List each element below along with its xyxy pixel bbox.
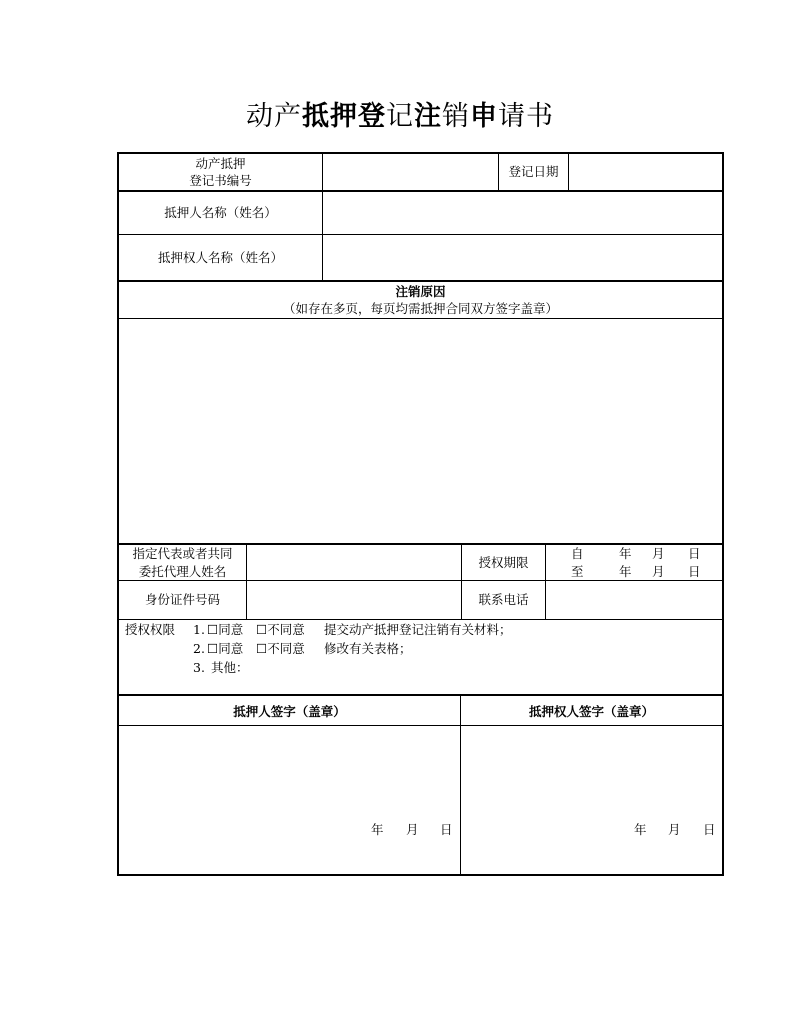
rule <box>117 694 724 696</box>
period-to-prefix: 至 <box>571 564 584 579</box>
sign-year[interactable]: 年 <box>634 822 647 837</box>
id-label: 身份证件号码 <box>144 592 220 607</box>
scope-other: 其他： <box>211 660 249 675</box>
period-from-month[interactable]: 月 <box>652 546 665 561</box>
page-title <box>0 94 800 133</box>
period-from-prefix: 自 <box>571 546 584 561</box>
scope-text: 提交动产抵押登记注销有关材料； <box>324 622 512 637</box>
reason-textarea[interactable] <box>119 319 722 543</box>
period-from-day[interactable]: 日 <box>688 546 701 561</box>
reg-date-label: 登记日期 <box>508 164 559 179</box>
phone-field[interactable] <box>546 581 722 619</box>
id-number-field[interactable] <box>247 581 461 619</box>
agree-checkbox[interactable]: ☐同意 <box>207 622 244 637</box>
title-part: 申 <box>470 101 498 132</box>
mortgagee-label: 抵押权人名称（姓名） <box>157 250 283 265</box>
mortgagor-field[interactable] <box>323 191 722 234</box>
phone-label: 联系电话 <box>478 592 529 607</box>
mortgagor-label: 抵押人名称（姓名） <box>164 205 277 220</box>
reg-no-label-line2: 登记书编号 <box>189 173 252 188</box>
agree-checkbox[interactable]: ☐同意 <box>207 641 244 656</box>
scope-num: 1. <box>193 622 205 637</box>
sign-day[interactable]: 日 <box>440 822 453 837</box>
mortgagor-signature-area[interactable] <box>119 726 460 874</box>
sign-month[interactable]: 月 <box>406 822 419 837</box>
title-part: 动产 <box>246 101 302 132</box>
period-to-year[interactable]: 年 <box>619 564 632 579</box>
reason-note: （如存在多页，每页均需抵押合同双方签字盖章） <box>282 301 558 316</box>
reg-no-field[interactable] <box>323 153 498 190</box>
reg-date-field[interactable] <box>569 153 722 190</box>
disagree-checkbox[interactable]: ☐不同意 <box>256 622 305 637</box>
mortgagee-field[interactable] <box>323 235 722 280</box>
auth-scope-label: 授权权限 <box>125 622 176 637</box>
disagree-checkbox[interactable]: ☐不同意 <box>256 641 305 656</box>
border-right <box>722 152 724 876</box>
sign-day[interactable]: 日 <box>703 822 716 837</box>
reason-title: 注销原因 <box>395 284 446 299</box>
title-part: 记 <box>386 101 414 132</box>
title-part: 登 <box>358 101 386 132</box>
agent-label-line1: 指定代表或者共同 <box>132 546 233 561</box>
mortgagee-signature-area[interactable] <box>461 726 722 874</box>
mortgagee-sign-label: 抵押权人签字（盖章） <box>528 704 654 719</box>
scope-num: 2. <box>193 641 205 656</box>
scope-num: 3. <box>193 660 205 675</box>
border-bottom <box>117 874 724 876</box>
period-to-month[interactable]: 月 <box>652 564 665 579</box>
agent-name-field[interactable] <box>247 544 461 580</box>
auth-period-label: 授权期限 <box>478 555 529 570</box>
scope-other-field[interactable] <box>250 659 720 677</box>
rule <box>117 280 724 282</box>
title-part: 销 <box>442 101 470 132</box>
title-part: 抵押 <box>302 101 358 132</box>
period-to-day[interactable]: 日 <box>688 564 701 579</box>
sign-month[interactable]: 月 <box>668 822 681 837</box>
rule <box>117 619 724 620</box>
agent-label-line2: 委托代理人姓名 <box>138 564 227 579</box>
reg-no-label-line1: 动产抵押 <box>195 156 246 171</box>
sign-year[interactable]: 年 <box>371 822 384 837</box>
scope-text: 修改有关表格； <box>324 641 412 656</box>
title-part: 注 <box>414 101 442 132</box>
title-part: 请书 <box>498 101 554 132</box>
mortgagor-sign-label: 抵押人签字（盖章） <box>233 704 346 719</box>
period-from-year[interactable]: 年 <box>619 546 632 561</box>
